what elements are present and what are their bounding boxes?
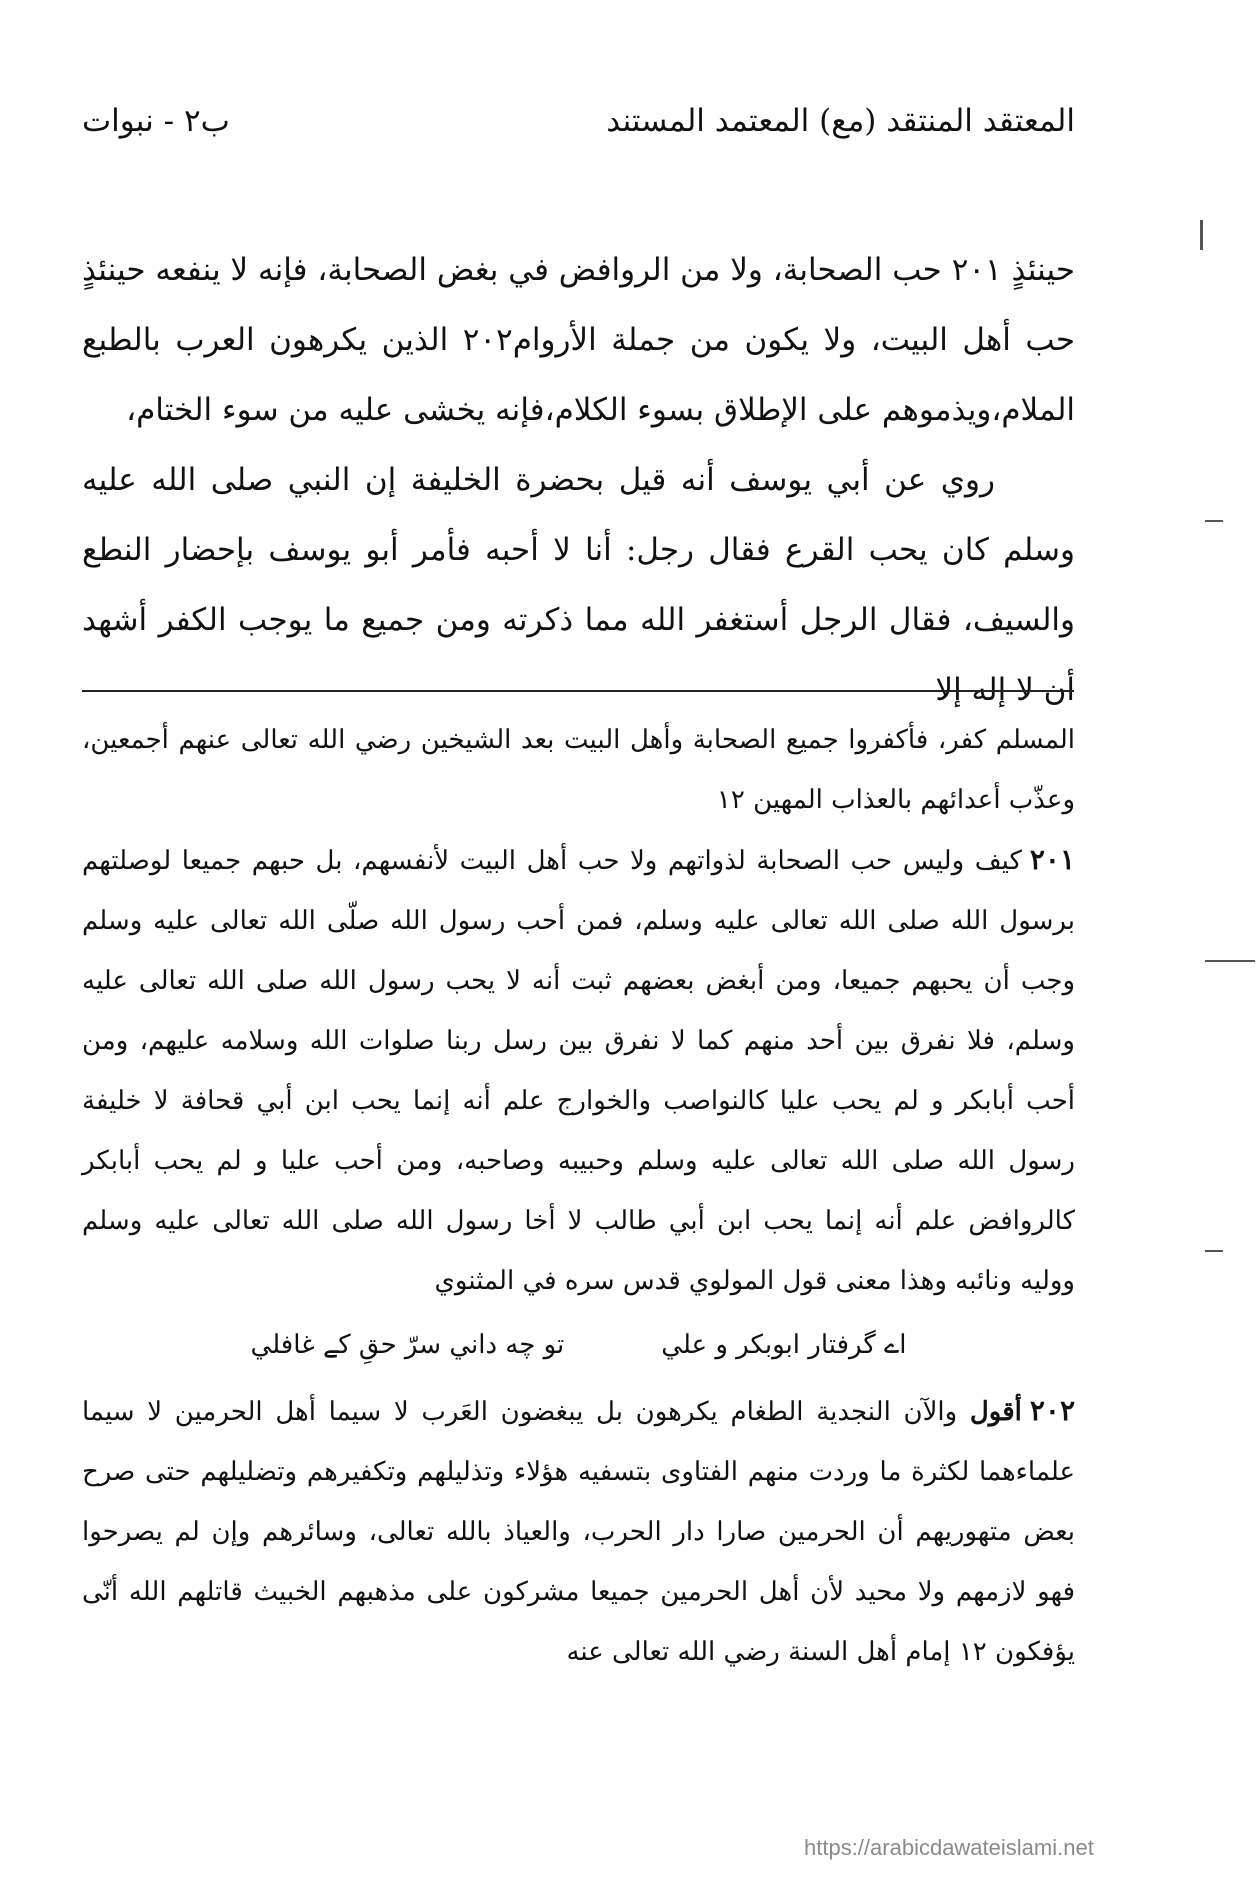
scan-mark [1205, 1250, 1223, 1252]
footnote-text: كيف وليس حب الصحابة لذواتهم ولا حب أهل البيت لأنفسهم، بل حبهم جميعا لوصلتهم برسول الله صلى الله تعالى عليه وسلم، فمن أحب رسول الله صلّى الله تعالى عليه وسلم وجب أن يحبهم جميعا، ومن أبغض بعضهم ثبت أنه لا يحب رسول الله صلى الله تعالى عليه وسلم، فلا نفرق بين أحد منهم كما لا نفرق بين رسل ربنا صلوات الله وسلامه عليهم، ومن أحب أبابكر و لم يحب عليا كالنواصب والخوارج علم أنه إنما يحب ابن أبي قحافة لا خليفة رسول الله صلى الله تعالى عليه وسلم وحبيبه وصاحبه، ومن أحب عليا و لم يحب أبابكر كالروافض علم أنه إنما يحب ابن أبي طالب لا أخا رسول الله صلى الله تعالى عليه وسلم ووليه ونائبه وهذا معنى قول المولوي قدس سره في المثنوي [82, 846, 1075, 1296]
footnote-continuation: المسلم كفر، فأكفروا جميع الصحابة وأهل البيت بعد الشيخين رضي الله تعالى عنهم أجمعين، وعذّب أعدائهم بالعذاب المهين ١٢ [82, 725, 1075, 815]
main-paragraph: روي عن أبي يوسف أنه قيل بحضرة الخليفة إن النبي صلى الله عليه وسلم كان يحب القرع فقال رجل: أنا لا أحبه فأمر أبو يوسف بإحضار النطع والسيف، فقال الرجل أستغفر الله مما ذكرته ومن جميع ما يوجب الكفر أشهد أن لا إله إلا [82, 462, 1075, 708]
footnotes [82, 710, 1075, 1682]
section-label: ب٢ - نبوات [82, 103, 230, 139]
scan-mark [1200, 220, 1203, 250]
site-watermark: https://arabicdawateislami.net [804, 1835, 1094, 1860]
poem-hemistich: تو چه داني سرّ حقِ کے غافلي [250, 1330, 565, 1360]
page-header [82, 96, 1075, 146]
footnote-number: ٢٠١ [1029, 843, 1075, 876]
scan-mark [1205, 960, 1255, 962]
footnote-divider [82, 690, 1074, 692]
poem-verse [82, 1315, 1075, 1375]
main-text [82, 235, 1075, 725]
poem-hemistich: اے گرفتار ابوبکر و علي [661, 1330, 907, 1360]
footnote-text: والآن النجدية الطغام يكرهون بل يبغضون العَرب لا سيما أهل الحرمين لا سيما علماءهما لكثرة ما وردت منهم الفتاوى بتسفيه هؤلاء وتذليلهم وتكفيرهم وتضليلهم حتى صرح بعض متهوريهم أن الحرمين صارا دار الحرب، والعياذ بالله تعالى، وسائرهم وإن لم يصرحوا فهو لازمهم ولا محيد لأن أهل الحرمين جميعا مشركون على مذهبهم الخبيث قاتلهم الله أنّى يؤفكون ١٢ إمام أهل السنة رضي الله تعالى عنه [82, 1397, 1075, 1667]
book-title: المعتقد المنتقد (مع) المعتمد المستند [606, 103, 1075, 139]
footnote-202 [82, 1381, 1075, 1682]
footnote-lead-word: أقول [969, 1397, 1022, 1427]
scan-mark [1205, 520, 1223, 522]
footnote-201 [82, 830, 1075, 1311]
footnote-number: ٢٠٢ [1029, 1394, 1075, 1427]
main-paragraph: حينئذٍ ٢٠١ حب الصحابة، ولا من الروافض في بغض الصحابة، فإنه لا ينفعه حينئذٍ حب أهل البيت، ولا يكون من جملة الأروام٢٠٢ الذين يكرهون العرب بالطبع الملام،ويذموهم على الإطلاق بسوء الكلام،فإنه يخشى عليه من سوء الختام، [81, 252, 1075, 428]
